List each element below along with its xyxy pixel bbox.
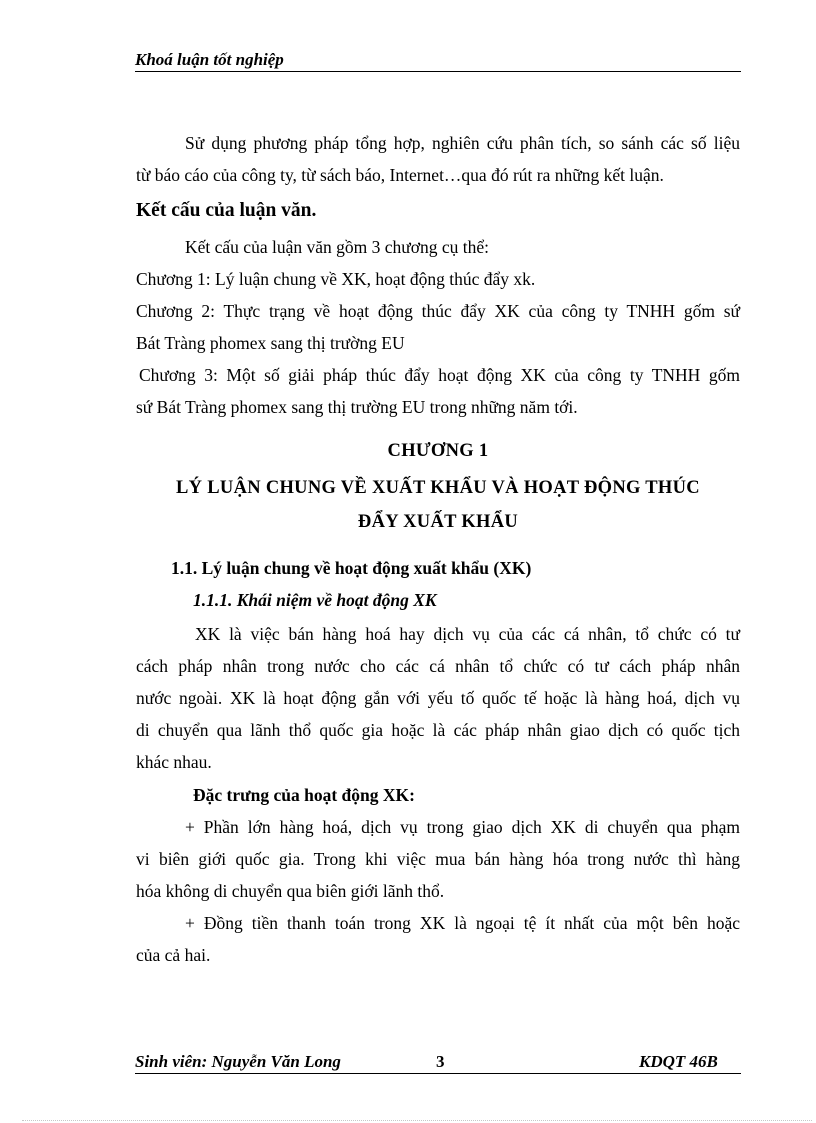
footer-student-name: Sinh viên: Nguyễn Văn Long: [135, 1052, 341, 1071]
chapter-3-item-line: Chương 3: Một số giải pháp thúc đẩy hoạt động XK của công ty TNHH gốm: [139, 365, 740, 385]
chapter-title-line: ĐẨY XUẤT KHẨU: [357, 512, 519, 532]
definition-line: XK là việc bán hàng hoá hay dịch vụ của các cá nhân, tổ chức có tư: [195, 624, 740, 644]
feature-1-line: hóa không di chuyển qua biên giới lãnh thổ.: [136, 881, 445, 901]
structure-intro: Kết cấu của luận văn gồm 3 chương cụ thể:: [185, 237, 489, 257]
feature-2-line: + Đồng tiền thanh toán trong XK là ngoại tệ ít nhất của một bên hoặc: [185, 913, 740, 933]
definition-line: di chuyển qua lãnh thổ quốc gia hoặc là các pháp nhân giao dịch có quốc tịch: [136, 720, 740, 740]
chapter-title-line: LÝ LUẬN CHUNG VỀ XUẤT KHẨU VÀ HOẠT ĐỘNG THÚC: [176, 478, 700, 498]
paragraph-line: Sử dụng phương pháp tổng hợp, nghiên cứu phân tích, so sánh các số liệu: [185, 133, 740, 153]
header-rule: [135, 71, 741, 72]
footer-rule: [135, 1073, 741, 1074]
page-number: 3: [436, 1052, 445, 1071]
structure-heading: Kết cấu của luận văn.: [136, 200, 317, 221]
paragraph-line: từ báo cáo của công ty, từ sách báo, Internet…qua đó rút ra những kết luận.: [136, 165, 664, 185]
footer-class-code: KDQT 46B: [639, 1052, 718, 1071]
feature-2-line: của cả hai.: [136, 945, 211, 965]
definition-line: nước ngoài. XK là hoạt động gắn với yếu tố quốc tế hoặc là hàng hoá, dịch vụ: [136, 688, 740, 708]
section-heading-1-1: 1.1. Lý luận chung về hoạt động xuất khẩu (XK): [171, 558, 532, 578]
feature-1-line: vi biên giới quốc gia. Trong khi việc mua bán hàng hóa trong nước thì hàng: [136, 849, 740, 869]
chapter-3-item-line: sứ Bát Tràng phomex sang thị trường EU trong những năm tới.: [136, 397, 578, 417]
feature-1-line: + Phần lớn hàng hoá, dịch vụ trong giao dịch XK di chuyển qua phạm: [185, 817, 740, 837]
chapter-1-item: Chương 1: Lý luận chung về XK, hoạt động thúc đẩy xk.: [136, 269, 536, 289]
page-header-title: Khoá luận tốt nghiệp: [135, 50, 284, 69]
features-heading: Đặc trưng của hoạt động XK:: [193, 785, 415, 805]
definition-line: khác nhau.: [136, 752, 212, 772]
chapter-label: CHƯƠNG 1: [387, 441, 489, 461]
chapter-2-item-line: Bát Tràng phomex sang thị trường EU: [136, 333, 405, 353]
section-heading-1-1-1: 1.1.1. Khái niệm về hoạt động XK: [193, 590, 437, 610]
chapter-2-item-line: Chương 2: Thực trạng về hoạt động thúc đẩy XK của công ty TNHH gốm sứ: [136, 301, 740, 321]
definition-line: cách pháp nhân trong nước cho các cá nhân tổ chức có tư cách pháp nhân: [136, 656, 740, 676]
page-edge-dotted-line: [22, 1120, 812, 1121]
